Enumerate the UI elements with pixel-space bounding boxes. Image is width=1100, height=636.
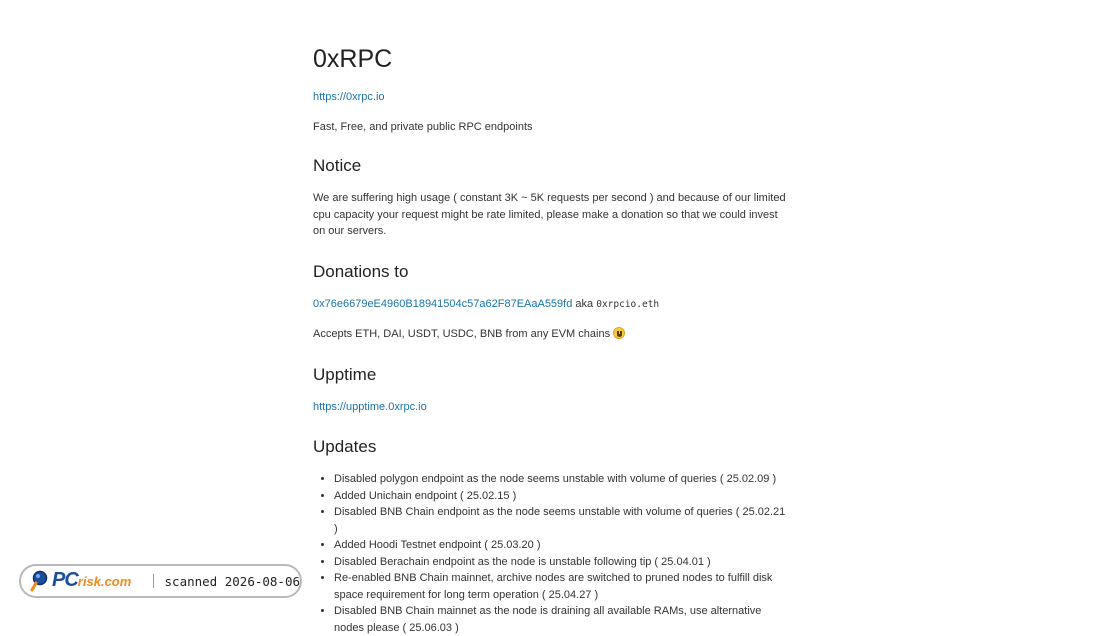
pcrisk-watermark-badge (19, 564, 302, 598)
updates-list (313, 471, 788, 636)
notice-heading: Notice (313, 156, 362, 175)
pcrisk-logo-text (52, 568, 131, 594)
list-item: • Disabled BNB Chain endpoint as the node seems unstable with volume of queries ( 25.02.21 ) (334, 504, 788, 537)
accepts-row (313, 326, 788, 343)
page-title: 0xRPC (313, 45, 393, 73)
tagline: Fast, Free, and private public RPC endpoints (313, 120, 533, 133)
uptime-link-row (313, 399, 788, 416)
accepts-text: Accepts ETH, DAI, USDT, USDC, BNB from any EVM chains (313, 328, 611, 340)
aka-label: aka (575, 297, 594, 310)
list-item: • Added Unichain endpoint ( 25.02.15 ) (334, 488, 788, 505)
notice-text: We are suffering high usage ( constant 3K ~ 5K requests per second ) and because of our limited cpu capacity your request might be rate limited, please make a donation so that we could invest on our servers. (313, 192, 786, 237)
donation-address-row (313, 296, 788, 314)
pcrisk-logo (30, 569, 141, 593)
badge-divider (153, 574, 154, 588)
list-item: • Disabled BNB Chain mainnet as the node is draining all available RAMs, use alternative nodes please ( 25.06.03 ) (334, 603, 788, 636)
uptime-heading: Upptime (313, 364, 377, 384)
list-item: • Re-enabled BNB Chain mainnet, archive nodes are switched to pruned nodes to fulfill disk space requirement for long term operation ( 25.04.27 ) (334, 570, 788, 603)
main-content (313, 40, 788, 636)
list-item: • Disabled polygon endpoint as the node seems unstable with volume of queries ( 25.02.09 ) (334, 471, 788, 488)
list-item: • Added Hoodi Testnet endpoint ( 25.03.20 ) (334, 537, 788, 554)
donation-address-link[interactable]: 0x76e6679eE4960B18941504c57a62F87EAaA559fd (313, 297, 573, 310)
logo-risk: risk.com (77, 574, 132, 589)
updates-heading: Updates (313, 437, 377, 456)
logo-pc: PC (52, 569, 78, 591)
ens-name: 0xrpcio.eth (596, 298, 660, 310)
magnifier-icon (30, 569, 52, 593)
site-link-row (313, 89, 788, 106)
list-item: • Disabled Berachain endpoint as the node is unstable following tip ( 25.04.01 ) (334, 554, 788, 571)
grinning-face-icon (613, 327, 625, 339)
site-link[interactable]: https://0xrpc.io (313, 91, 385, 103)
uptime-link[interactable]: https://upptime.0xrpc.io (313, 400, 427, 413)
scan-date-text: scanned 2026-08-06 (164, 573, 300, 589)
donations-heading: Donations to (313, 261, 409, 281)
